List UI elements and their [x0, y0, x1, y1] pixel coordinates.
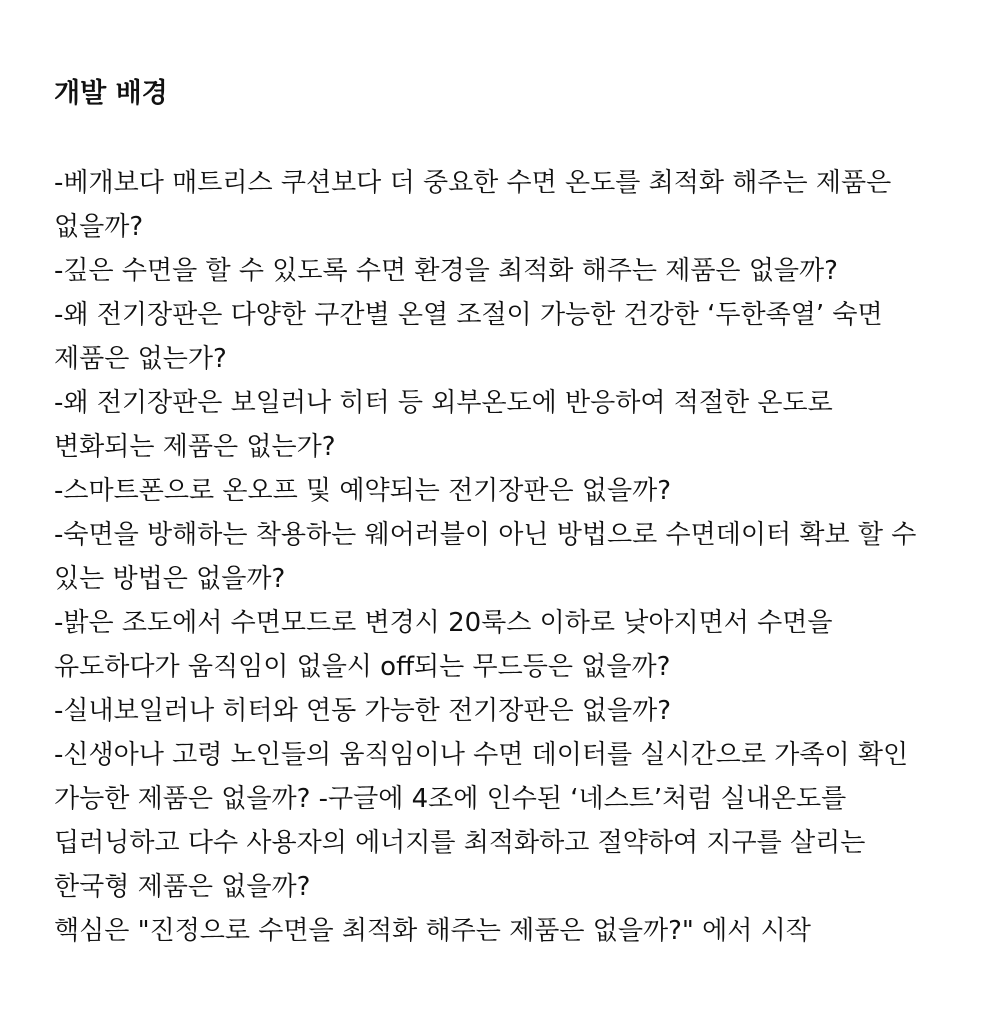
text-line: 없을까? — [54, 212, 144, 242]
text-line: 딥러닝하고 다수 사용자의 에너지를 최적화하고 절약하여 지구를 살리는 — [54, 828, 866, 858]
text-line: -신생아나 고령 노인들의 움직임이나 수면 데이터를 실시간으로 가족이 확인 — [54, 740, 909, 770]
text-line: -왜 전기장판은 다양한 구간별 온열 조절이 가능한 건강한 ‘두한족열’ 숙면 — [54, 300, 883, 330]
text-line: 한국형 제품은 없을까? — [54, 872, 311, 902]
text-line: -깊은 수면을 할 수 있도록 수면 환경을 최적화 해주는 제품은 없을까? — [54, 256, 838, 286]
text-line: 있는 방법은 없을까? — [54, 564, 286, 594]
text-line: -밝은 조도에서 수면모드로 변경시 20룩스 이하로 낮아지면서 수면을 — [54, 608, 833, 638]
text-line: 유도하다가 움직임이 없을시 off되는 무드등은 없을까? — [54, 652, 671, 682]
section-heading: 개발 배경 — [54, 78, 168, 109]
text-line: -실내보일러나 히터와 연동 가능한 전기장판은 없을까? — [54, 696, 672, 726]
text-line: -숙면을 방해하는 착용하는 웨어러블이 아닌 방법으로 수면데이터 확보 할 수 — [54, 520, 917, 550]
text-line: -왜 전기장판은 보일러나 히터 등 외부온도에 반응하여 적절한 온도로 — [54, 388, 833, 418]
text-line: 변화되는 제품은 없는가? — [54, 432, 336, 462]
text-line: -베개보다 매트리스 쿠션보다 더 중요한 수면 온도를 최적화 해주는 제품은 — [54, 168, 892, 198]
text-line: 제품은 없는가? — [54, 344, 227, 374]
text-line: -스마트폰으로 온오프 및 예약되는 전기장판은 없을까? — [54, 476, 672, 506]
text-line: 가능한 제품은 없을까? -구글에 4조에 인수된 ‘네스트’처럼 실내온도를 — [54, 784, 847, 814]
text-line: 핵심은 "진정으로 수면을 최적화 해주는 제품은 없을까?" 에서 시작 — [54, 916, 811, 946]
